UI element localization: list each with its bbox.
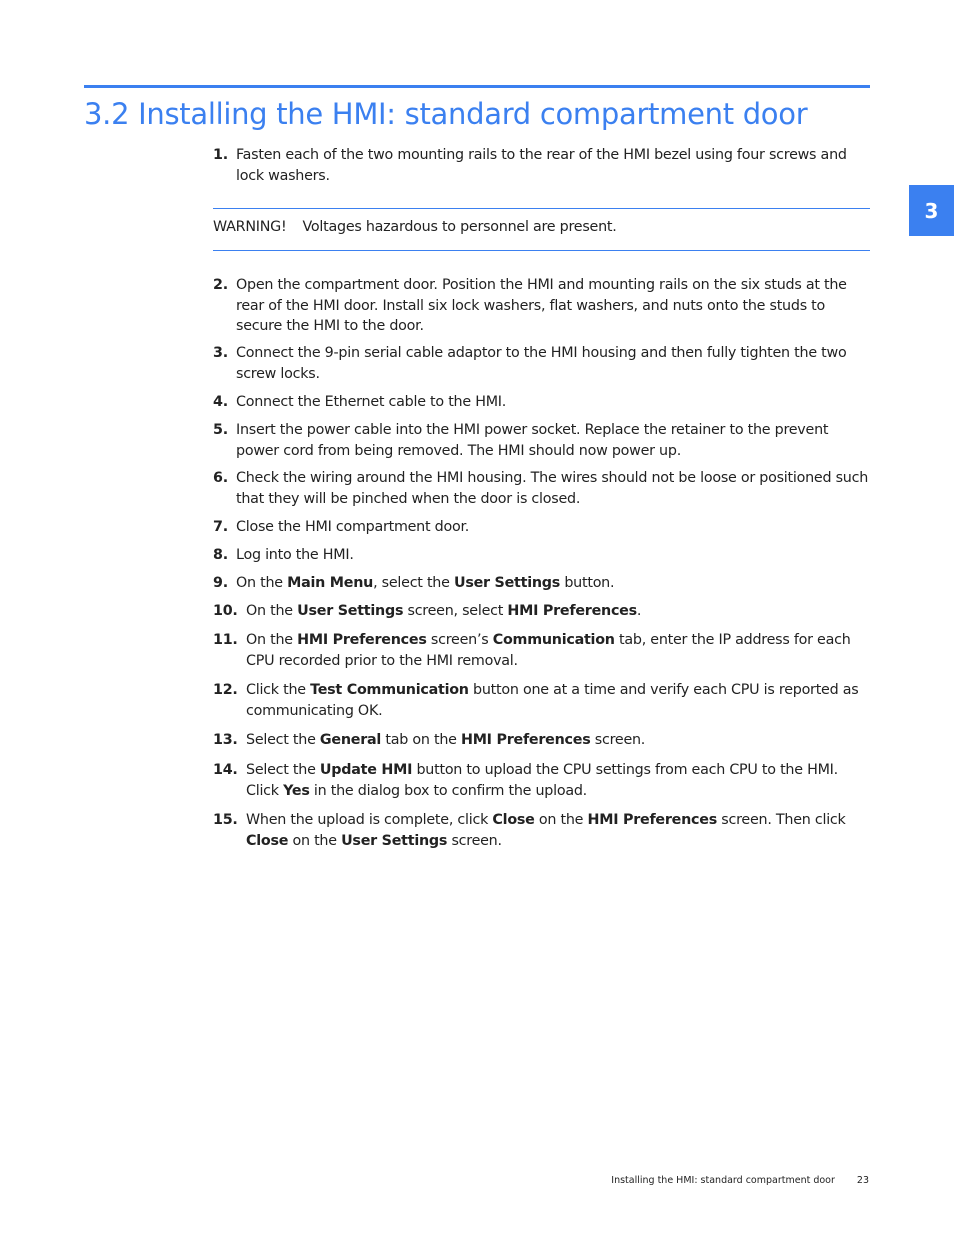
title-rule [84,85,870,88]
step-3 [213,343,870,384]
step-text: On the HMI Preferences screen’s Communication tab, enter the IP address for each CPU recorded prior to the HMI removal. [246,632,851,669]
step-6 [213,468,870,509]
ui-term: Close [492,812,535,828]
step-number: 3. [213,345,228,361]
step-15 [213,810,870,851]
step-text: Select the Update HMI button to upload the CPU settings from each CPU to the HMI. Click Yes in the dialog box to confirm the upload. [246,762,838,799]
step-text: On the User Settings screen, select HMI Preferences. [246,603,642,619]
ui-term: Yes [283,782,310,799]
step-number: 1. [213,147,228,163]
step-text: Open the compartment door. Position the HMI and mounting rails on the six studs at the rear of the HMI door. Install six lock washers, flat washers, and nuts onto the studs to secure the HMI to the door. [236,277,847,334]
step-2 [213,275,870,337]
step-number: 5. [213,422,228,438]
step-text: Select the General tab on the HMI Preferences screen. [246,732,646,748]
ui-term: Test Communication [310,682,469,698]
step-14 [213,760,870,801]
step-number: 4. [213,394,228,410]
step-9 [213,573,870,594]
step-number: 10. [213,603,238,619]
step-10 [213,601,870,622]
step-number: 8. [213,547,228,563]
ui-term: HMI Preferences [460,732,591,748]
step-text: Log into the HMI. [236,547,354,563]
step-text: Fasten each of the two mounting rails to the rear of the HMI bezel using four screws and lock washers. [236,147,847,184]
chapter-tab: 3 [909,185,954,236]
step-text: Close the HMI compartment door. [236,519,470,535]
step-text: Connect the Ethernet cable to the HMI. [236,394,507,410]
warning-box [213,217,617,237]
step-number: 11. [213,632,238,648]
step-7 [213,517,870,538]
step-1 [213,145,870,186]
ui-term: Communication [492,632,615,648]
warning-text: Voltages hazardous to personnel are present. [302,219,617,235]
step-number: 7. [213,519,228,535]
ui-term: User Settings [297,603,404,619]
step-text: When the upload is complete, click Close on the HMI Preferences screen. Then click Close on the User Settings screen. [246,812,846,849]
step-text: Connect the 9-pin serial cable adaptor to the HMI housing and then fully tighten the two screw locks. [236,345,847,382]
page-number: 23 [856,1175,869,1186]
step-text: On the Main Menu, select the User Settings button. [236,575,615,591]
ui-term: HMI Preferences [587,812,717,828]
warning-rule-bottom [213,250,870,251]
step-8 [213,545,870,566]
step-text: Insert the power cable into the HMI power socket. Replace the retainer to the prevent power cord from being removed. The HMI should now power up. [236,422,829,459]
page-title: 3.2 Installing the HMI: standard compartment door [84,97,808,131]
warning-rule-top [213,208,870,209]
warning-label: WARNING! [213,219,287,235]
ui-term: Close [246,832,289,849]
ui-term: User Settings [341,832,448,849]
ui-term: User Settings [453,575,561,591]
step-number: 14. [213,762,238,778]
step-number: 9. [213,575,228,591]
step-12 [213,680,870,721]
step-number: 2. [213,277,228,293]
ui-term: Update HMI [319,762,413,778]
ui-term: HMI Preferences [507,603,637,619]
step-text: Check the wiring around the HMI housing. The wires should not be loose or positioned such that they will be pinched when the door is closed. [236,470,868,507]
step-number: 6. [213,470,228,486]
step-4 [213,392,870,413]
ui-term: General [319,732,382,748]
step-number: 12. [213,682,238,698]
step-11 [213,630,870,671]
step-text: Click the Test Communication button one at a time and verify each CPU is reported as communicating OK. [246,682,859,719]
ui-term: HMI Preferences [297,632,427,648]
page-footer [611,1175,869,1186]
step-number: 13. [213,732,238,748]
step-number: 15. [213,812,238,828]
footer-title: Installing the HMI: standard compartment door [611,1175,835,1186]
step-5 [213,420,870,461]
step-13 [213,730,870,751]
ui-term: Main Menu [287,575,374,591]
